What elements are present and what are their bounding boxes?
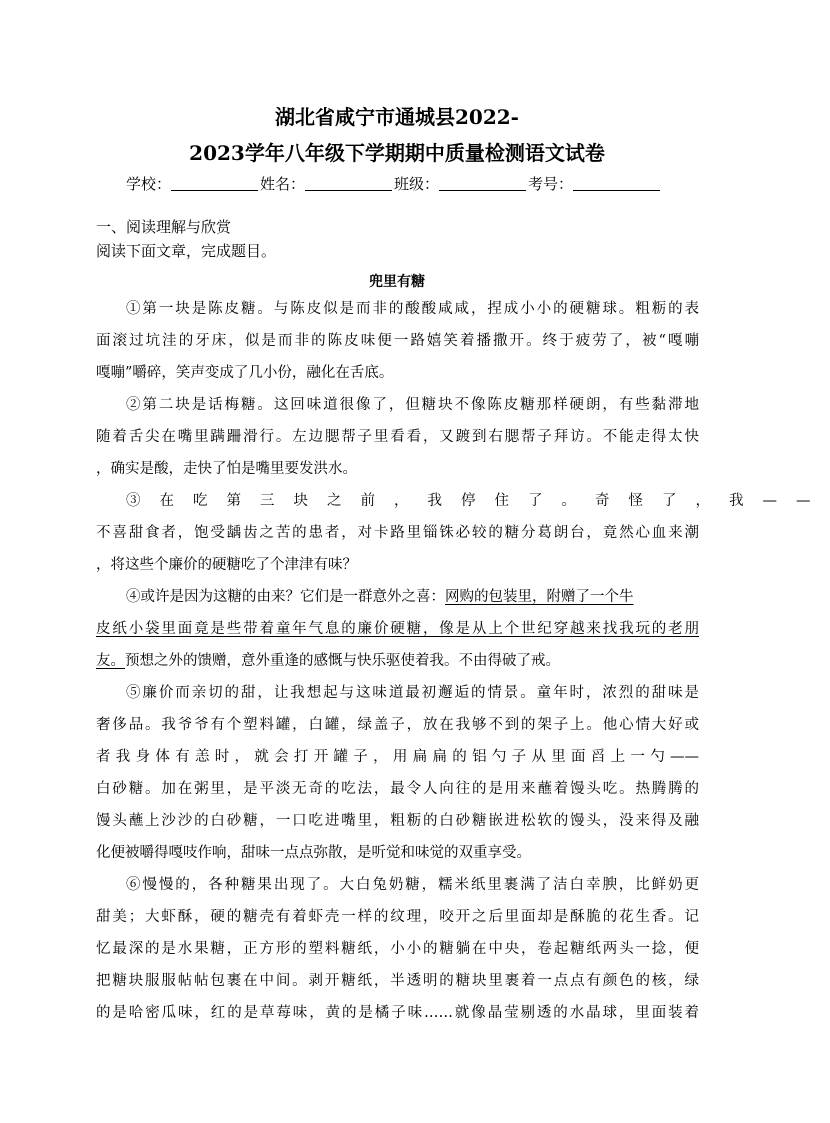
exam-no-label: 考号： xyxy=(528,175,574,193)
text-line: 奢侈品。我爷爷有个塑料罐，白罐，绿盖子，放在我够不到的架子上。他心情大好或 xyxy=(96,717,699,733)
exam-title-line2: 2023学年八年级下学期期中质量检测语文试卷 xyxy=(189,141,605,165)
text-segment: ④或许是因为这糖的由来？它们是一群意外之喜： xyxy=(126,589,445,605)
class-blank[interactable] xyxy=(439,176,526,191)
text-line: ，确实是酸，走快了怕是嘴里要发洪水。 xyxy=(96,461,357,477)
text-line: 白砂糖。加在粥里，是平淡无奇的吃法，最令人向往的是用来蘸着馒头吃。热腾腾的 xyxy=(96,781,699,797)
essay-title: 兜里有糖 xyxy=(369,274,425,290)
text-line xyxy=(96,651,699,671)
text-line: 不喜甜食者，饱受龋齿之苦的患者，对卡路里锱铢必较的糖分葛朗台，竟然心血来潮 xyxy=(96,525,699,541)
text-line xyxy=(96,587,699,607)
exam-title-line1: 湖北省咸宁市通城县2022- xyxy=(275,105,519,129)
school-label: 学校： xyxy=(126,175,172,193)
text-line: 把糖块服服帖帖包裹在中间。剥开糖纸，半透明的糖块里裹着一点点有颜色的核，绿 xyxy=(96,973,699,989)
text-line: 的是哈密瓜味，红的是草莓味，黄的是橘子味……就像晶莹剔透的水晶球，里面装着 xyxy=(96,1005,699,1021)
name-blank[interactable] xyxy=(305,176,392,191)
text-line: 甜美；大虾酥，硬的糖壳有着虾壳一样的纹理，咬开之后里面却是酥脆的花生香。记 xyxy=(96,909,699,925)
text-line: 忆最深的是水果糖，正方形的塑料糖纸，小小的糖躺在中央，卷起糖纸两头一捻，便 xyxy=(96,941,699,957)
text-line: ③在吃第三块之前，我停住了。奇怪了，我—— xyxy=(126,493,830,509)
name-label: 姓名： xyxy=(260,175,306,193)
school-blank[interactable] xyxy=(171,176,258,191)
class-label: 班级： xyxy=(394,175,440,193)
text-line: ②第二块是话梅糖。这回味道很像了，但糖块不像陈皮糖那样硬朗，有些黏滞地 xyxy=(126,397,699,413)
text-line: 随着舌尖在嘴里蹒跚滑行。左边腮帮子里看看，又踱到右腮帮子拜访。不能走得太快 xyxy=(96,429,699,445)
text-segment: 预想之外的馈赠，意外重逢的感慨与快乐驱使着我。不由得破了戒。 xyxy=(125,653,560,669)
underlined-text: 皮纸小袋里面竟是些带着童年气息的廉价硬糖，像是从上个世纪穿越来找我玩的老朋 xyxy=(96,621,699,637)
section-instruction: 阅读下面文章，完成题目。 xyxy=(96,242,277,260)
underlined-text: 网购的包装里，附赠了一个牛 xyxy=(445,589,634,605)
text-line: 面滚过坑洼的牙床，似是而非的陈皮味便一路嬉笑着播撒开。终于疲劳了，被“嘎嘣 xyxy=(96,333,699,349)
text-line: 馒头蘸上沙沙的白砂糖，一口吃进嘴里，粗粝的白砂糖嵌进松软的馒头，没来得及融 xyxy=(96,813,699,829)
text-line: 者我身体有恙时，就会打开罐子，用扁扁的铝勺子从里面舀上一勺—— xyxy=(96,749,699,765)
exam-no-blank[interactable] xyxy=(573,176,660,191)
text-line: ，将这些个廉价的硬糖吃了个津津有味？ xyxy=(96,557,357,573)
underlined-text: 友。 xyxy=(96,653,125,669)
text-line: ⑤廉价而亲切的甜，让我想起与这味道最初邂逅的情景。童年时，浓烈的甜味是 xyxy=(126,685,699,701)
section-heading: 一、阅读理解与欣赏 xyxy=(96,218,232,236)
student-info-row xyxy=(126,173,662,194)
text-line: ⑥慢慢的，各种糖果出现了。大白兔奶糖，糯米纸里裹满了洁白幸腴，比鲜奶更 xyxy=(126,877,699,893)
text-line: 化便被嚼得嘎吱作响，甜味一点点弥散，是听觉和味觉的双重享受。 xyxy=(96,845,531,861)
text-line: 嘎嘣”嚼碎，笑声变成了几小份，融化在舌底。 xyxy=(96,365,394,381)
text-line: ①第一块是陈皮糖。与陈皮似是而非的酸酸咸咸，捏成小小的硬糖球。粗粝的表 xyxy=(126,301,699,317)
